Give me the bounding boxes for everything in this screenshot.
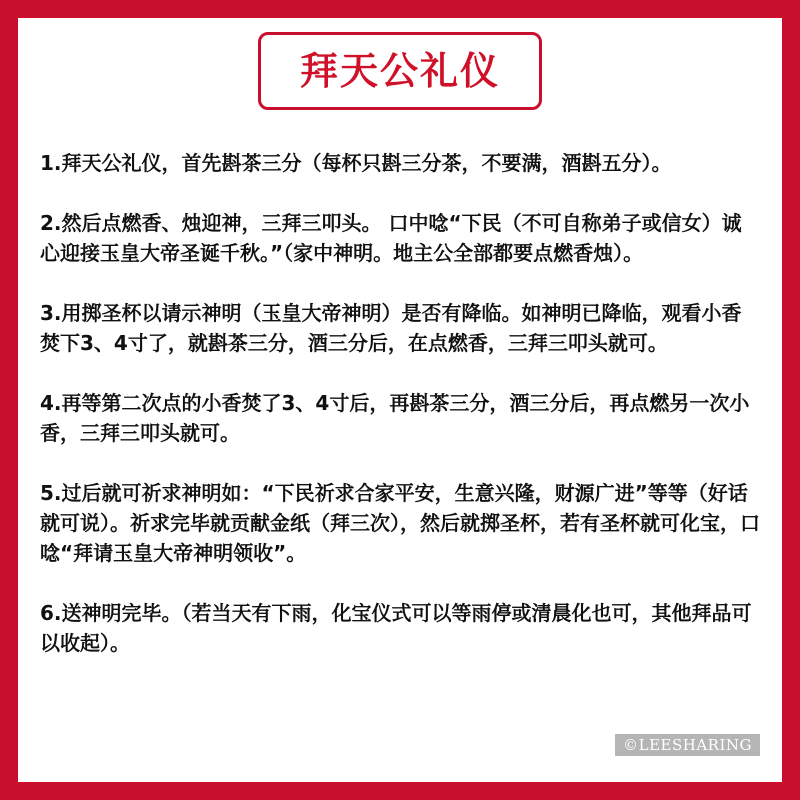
content-card bbox=[18, 18, 782, 782]
page-title: 拜天公礼仪 bbox=[299, 49, 500, 93]
instructions-body bbox=[40, 148, 760, 688]
instruction-paragraph-4: 4.再等第二次点的小香焚了3、4寸后，再斟茶三分，酒三分后，再点燃另一次小香，三拜三叩头就可。 bbox=[40, 391, 750, 445]
watermark: ©LEESHARING bbox=[615, 734, 760, 756]
title-box bbox=[258, 32, 542, 110]
instruction-paragraph-1: 1.拜天公礼仪，首先斟茶三分（每杯只斟三分茶，不要满，酒斟五分）。 bbox=[40, 151, 672, 175]
instruction-paragraph-5: 5.过后就可祈求神明如：“下民祈求合家平安，生意兴隆，财源广进”等等（好话就可说）。祈求完毕就贡献金纸（拜三次），然后就掷圣杯，若有圣杯就可化宝，口唸“拜请玉皇大帝神明领收”。 bbox=[40, 481, 760, 565]
instruction-paragraph-3: 3.用掷圣杯以请示神明（玉皇大帝神明）是否有降临。如神明已降临，观看小香焚下3、4寸了，就斟茶三分，酒三分后，在点燃香，三拜三叩头就可。 bbox=[40, 301, 742, 355]
instruction-paragraph-6: 6.送神明完毕。（若当天有下雨，化宝仪式可以等雨停或清晨化也可，其他拜品可以收起）。 bbox=[40, 601, 752, 655]
instruction-paragraph-2: 2.然后点燃香、烛迎神，三拜三叩头。 口中唸“下民（不可自称弟子或信女）诚心迎接玉皇大帝圣诞千秋。”（家中神明。地主公全部都要点燃香烛）。 bbox=[40, 211, 742, 265]
